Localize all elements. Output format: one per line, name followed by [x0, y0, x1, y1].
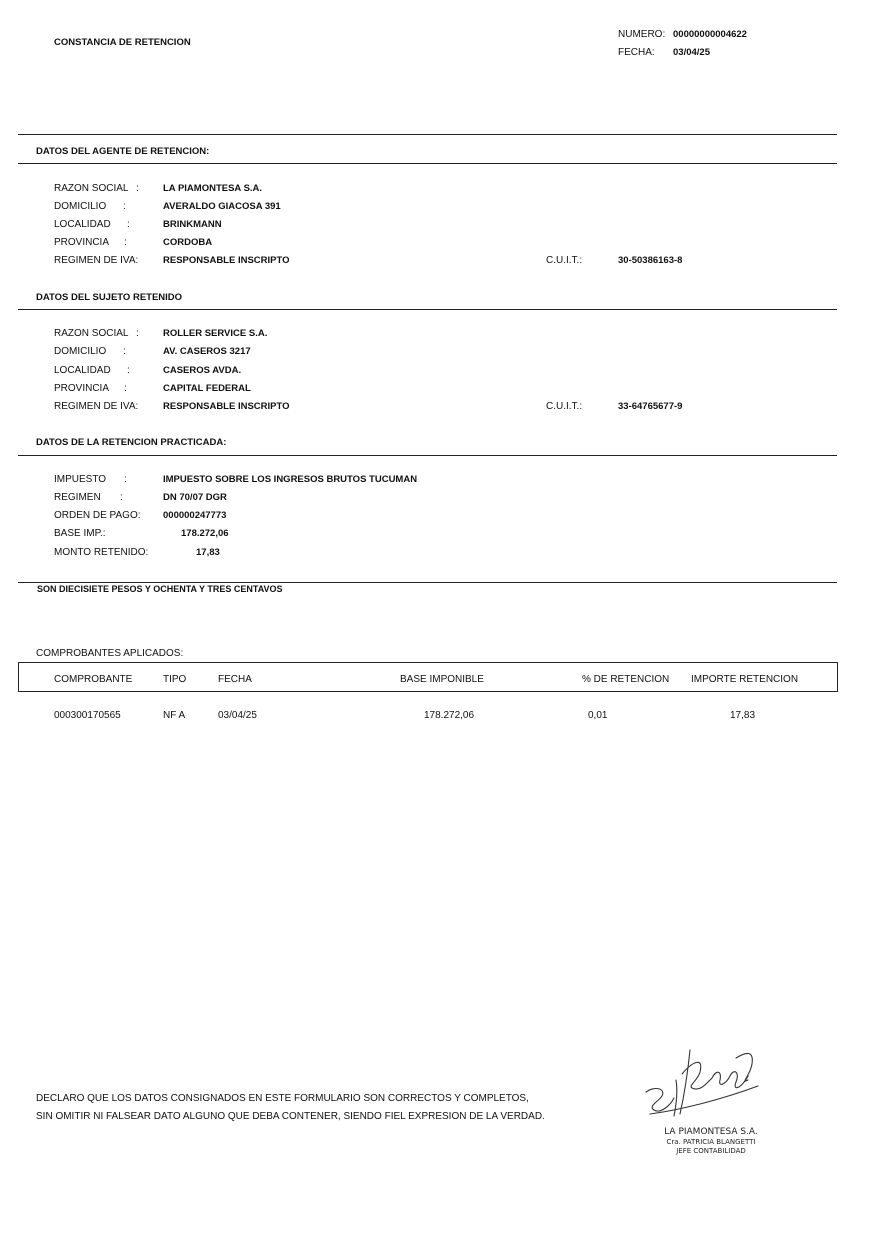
monto-retenido-value: 17,83	[196, 547, 220, 558]
sujeto-cuit-label: C.U.I.T.:	[546, 401, 583, 412]
orden-pago-value: 000000247773	[163, 510, 227, 521]
numero-label: NUMERO:	[618, 29, 666, 40]
numero-value: 00000000004622	[673, 29, 747, 40]
cell-importe-retencion: 17,83	[730, 710, 756, 721]
colon: :	[123, 201, 126, 212]
divider	[18, 134, 837, 135]
col-porcentaje-retencion: % DE RETENCION	[582, 674, 670, 685]
declaration-line-2: SIN OMITIR NI FALSEAR DATO ALGUNO QUE DEBA CONTENER, SIENDO FIEL EXPRESION DE LA VERDAD.	[36, 1111, 545, 1122]
impuesto-label: IMPUESTO	[54, 474, 107, 485]
col-base-imponible: BASE IMPONIBLE	[400, 674, 484, 685]
sujeto-razon-social-label: RAZON SOCIAL	[54, 328, 129, 339]
cell-base-imponible: 178.272,06	[424, 710, 475, 721]
cell-tipo: NF A	[163, 710, 186, 721]
base-imp-label: BASE IMP.:	[54, 528, 106, 539]
colon: :	[124, 383, 127, 394]
signature-role: JEFE CONTABILIDAD	[676, 1147, 746, 1155]
agente-provincia-label: PROVINCIA	[54, 237, 110, 248]
col-comprobante: COMPROBANTE	[54, 674, 133, 685]
colon: :	[127, 219, 130, 230]
agente-razon-social-label: RAZON SOCIAL	[54, 183, 129, 194]
declaration-line-1: DECLARO QUE LOS DATOS CONSIGNADOS EN ESTE FORMULARIO SON CORRECTOS Y COMPLETOS,	[36, 1093, 529, 1104]
regimen-value: DN 70/07 DGR	[163, 492, 227, 503]
agente-localidad-label: LOCALIDAD	[54, 219, 111, 230]
agente-regimen-iva: RESPONSABLE INSCRIPTO	[163, 255, 290, 266]
agente-cuit: 30-50386163-8	[618, 255, 683, 266]
colon: :	[124, 237, 127, 248]
base-imp-value: 178.272,06	[181, 528, 229, 539]
regimen-label: REGIMEN	[54, 492, 101, 503]
cell-comprobante: 000300170565	[54, 710, 121, 721]
fecha-value: 03/04/25	[673, 47, 710, 58]
fecha-label: FECHA:	[618, 47, 655, 58]
sujeto-razon-social: ROLLER SERVICE S.A.	[163, 328, 268, 339]
cell-fecha: 03/04/25	[218, 710, 257, 721]
col-importe-retencion: IMPORTE RETENCION	[691, 674, 799, 685]
retencion-section-title: DATOS DE LA RETENCION PRACTICADA:	[36, 437, 227, 448]
comprobantes-title: COMPROBANTES APLICADOS:	[36, 648, 184, 659]
agente-domicilio-label: DOMICILIO	[54, 201, 107, 212]
sujeto-provincia-label: PROVINCIA	[54, 383, 110, 394]
sujeto-localidad: CASEROS AVDA.	[163, 365, 242, 376]
colon: :	[136, 328, 139, 339]
signature	[640, 1040, 780, 1130]
agente-regimen-iva-label: REGIMEN DE IVA:	[54, 255, 139, 266]
document-title: CONSTANCIA DE RETENCION	[54, 37, 191, 48]
divider	[18, 309, 837, 310]
agente-domicilio: AVERALDO GIACOSA 391	[163, 201, 281, 212]
signature-company: LA PIAMONTESA S.A.	[664, 1127, 758, 1137]
sujeto-regimen-iva-label: REGIMEN DE IVA:	[54, 401, 139, 412]
orden-pago-label: ORDEN DE PAGO:	[54, 510, 141, 521]
colon: :	[120, 492, 123, 503]
impuesto-value: IMPUESTO SOBRE LOS INGRESOS BRUTOS TUCUMAN	[163, 474, 418, 485]
handwritten-signature-icon	[640, 1040, 780, 1130]
divider	[18, 163, 837, 164]
sujeto-provincia: CAPITAL FEDERAL	[163, 383, 251, 394]
sujeto-localidad-label: LOCALIDAD	[54, 365, 111, 376]
agente-provincia: CORDOBA	[163, 237, 213, 248]
signature-name: Cra. PATRICIA BLANGETTI	[666, 1138, 756, 1146]
sujeto-domicilio-label: DOMICILIO	[54, 346, 107, 357]
colon: :	[127, 365, 130, 376]
colon: :	[136, 183, 139, 194]
agente-cuit-label: C.U.I.T.:	[546, 255, 583, 266]
sujeto-section-title: DATOS DEL SUJETO RETENIDO	[36, 292, 183, 303]
sujeto-domicilio: AV. CASEROS 3217	[163, 346, 251, 357]
monto-retenido-label: MONTO RETENIDO:	[54, 547, 149, 558]
divider	[18, 455, 837, 456]
col-fecha: FECHA	[218, 674, 252, 685]
amount-in-words: SON DIECISIETE PESOS Y OCHENTA Y TRES CENTAVOS	[37, 584, 283, 594]
sujeto-regimen-iva: RESPONSABLE INSCRIPTO	[163, 401, 290, 412]
cell-porcentaje-retencion: 0,01	[588, 710, 608, 721]
agente-section-title: DATOS DEL AGENTE DE RETENCION:	[36, 146, 210, 157]
agente-razon-social: LA PIAMONTESA S.A.	[163, 183, 263, 194]
agente-localidad: BRINKMANN	[163, 219, 222, 230]
sujeto-cuit: 33-64765677-9	[618, 401, 683, 412]
divider	[18, 582, 837, 583]
colon: :	[124, 474, 127, 485]
col-tipo: TIPO	[163, 674, 187, 685]
colon: :	[123, 346, 126, 357]
